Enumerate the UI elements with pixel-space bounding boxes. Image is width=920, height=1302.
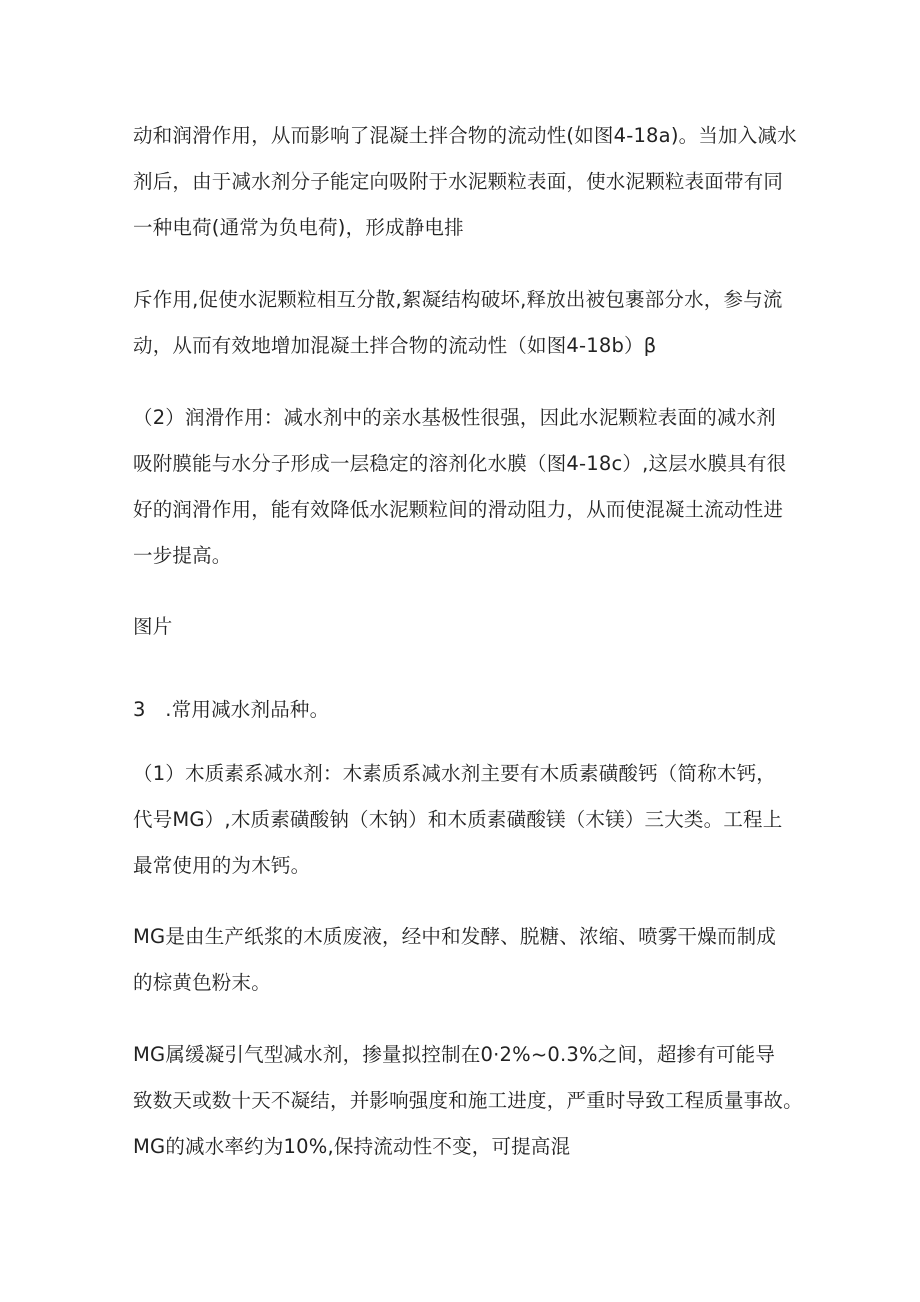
paragraph-line: 动，从而有效地增加混凝土拌合物的流动性（如图4-18b）β (133, 334, 657, 357)
paragraph-line: 一步提高。 (133, 544, 232, 567)
paragraph-line: 动和润滑作用，从而影响了混凝土拌合物的流动性(如图4-18a)。当加入减水 (133, 124, 797, 147)
section-heading: 3 .常用减水剂品种。 (133, 698, 330, 721)
paragraph-line: MG是由生产纸浆的木质废液，经中和发酵、脱糖、浓缩、喷雾干燥而制成 (133, 925, 777, 948)
paragraph-line: 最常使用的为木钙。 (133, 854, 311, 877)
image-placeholder-label: 图片 (133, 615, 173, 638)
paragraph-line: 代号MG）,木质素磺酸钠（木钠）和木质素磺酸镁（木镁）三大类。工程上 (133, 808, 783, 831)
paragraph-line: 斥作用,促使水泥颗粒相互分散,絮凝结构破坏,释放出被包裹部分水，参与流 (133, 288, 783, 311)
paragraph-line: （1）木质素系减水剂：木素质系减水剂主要有木质素磺酸钙（简称木钙， (133, 762, 777, 785)
paragraph-line: 剂后，由于减水剂分子能定向吸附于水泥颗粒表面，使水泥颗粒表面带有同 (133, 170, 784, 193)
paragraph-line: 的棕黄色粉末。 (133, 971, 271, 994)
paragraph-line: 好的润滑作用，能有效降低水泥颗粒间的滑动阻力，从而使混凝土流动性进 (133, 498, 784, 521)
paragraph-line: 致数天或数十天不凝结，并影响强度和施工进度，严重时导致工程质量事故。 (133, 1089, 803, 1112)
paragraph-line: 一种电荷(通常为负电荷)，形成静电排 (133, 216, 464, 239)
paragraph-line: 吸附膜能与水分子形成一层稳定的溶剂化水膜（图4-18c）,这层水膜具有很 (133, 452, 787, 475)
paragraph-line: MG属缓凝引气型减水剂，掺量拟控制在0·2%~0.3%之间，超掺有可能导 (133, 1043, 776, 1066)
paragraph-line: （2）润滑作用：减水剂中的亲水基极性很强，因此水泥颗粒表面的减水剂 (133, 406, 777, 429)
paragraph-line: MG的减水率约为10%,保持流动性不变，可提高混 (133, 1135, 571, 1158)
